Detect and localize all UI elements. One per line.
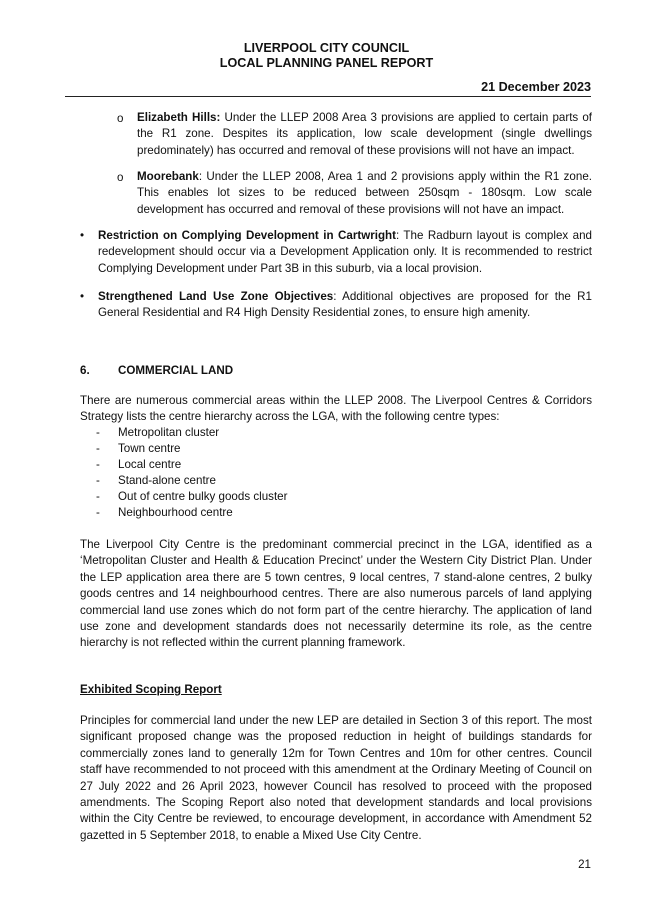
subheading-scoping-report: Exhibited Scoping Report (80, 683, 222, 696)
page-number: 21 (578, 858, 591, 871)
report-title: LOCAL PLANNING PANEL REPORT (219, 56, 434, 70)
list-item: - Out of centre bulky goods cluster (96, 490, 288, 503)
bullet-title: Restriction on Complying Development in Cartwright (98, 229, 396, 242)
report-council-name: LIVERPOOL CITY COUNCIL (243, 41, 410, 55)
bullet-title: Strengthened Land Use Zone Objectives (98, 290, 334, 303)
section-intro: There are numerous commercial areas within the LLEP 2008. The Liverpool Centres & Corridors Strategy lists the centre hierarchy across the LGA, with the following centre types: (80, 394, 592, 424)
list-item: - Metropolitan cluster (96, 426, 220, 439)
sub-bullet-title: Elizabeth Hills: (137, 111, 221, 124)
section-paragraph-centres: The Liverpool City Centre is the predominant commercial precinct in the LGA, identified as a ‘Metropolitan Cluster and Health & Education Precinct’ under the Western City District Plan. Under the LEP application area there are 5 town centres, 9 local centres, 7 stand-alone centres, 2 bulky goods centres and 14 neighbourhood centres. There are also numerous parcels of land applying commercial land use zones which do not form part of the centre hierarchy. The application of land use zone and development standards does not necessarily determine its role, as the centre hierarchy is not reflected within the current planning framework. (80, 538, 592, 650)
bullet-text: : Additional objectives are proposed for the R1 General Residential and R4 High Density Residential zones, to ensure high amenity. (98, 290, 592, 320)
bullet-marker: • (80, 229, 85, 242)
report-date: 21 December 2023 (481, 80, 591, 94)
list-item: - Neighbourhood centre (96, 506, 233, 519)
bullet-cartwright (98, 228, 592, 277)
sub-bullet-marker: o (117, 112, 124, 125)
sub-bullet-text: Under the LLEP 2008 Area 3 provisions are applied to certain parts of the R1 zone. Despites its application, low scale development (single dwellings predominately) has occurred and removal of these provisions will not have an impact. (137, 111, 592, 157)
list-item: - Town centre (96, 442, 181, 455)
list-item: - Stand-alone centre (96, 474, 216, 487)
bullet-marker: • (80, 290, 85, 303)
bullet-text: : The Radburn layout is complex and redevelopment should occur via a Development Application only. It is recommended to restrict Complying Development under Part 3B in this suburb, via a local provision. (98, 229, 592, 275)
sub-bullet-moorebank (137, 169, 592, 218)
section-title: COMMERCIAL LAND (118, 364, 234, 377)
list-item: - Local centre (96, 458, 182, 471)
sub-bullet-title: Moorebank (137, 170, 199, 183)
bullet-zone-objectives (98, 289, 592, 322)
sub-bullet-text: : Under the LLEP 2008, Area 1 and 2 provisions apply within the R1 zone. This enables lot sizes to be reduced between 250sqm - 180sqm. Low scale development has occurred and removal of these provisions will not have an impact. (137, 170, 592, 216)
sub-bullet-elizabeth-hills (137, 110, 592, 159)
sub-bullet-marker: o (117, 171, 124, 184)
scoping-paragraph: Principles for commercial land under the new LEP are detailed in Section 3 of this report. The most significant proposed change was the proposed reduction in height of buildings standards for commercially zones land to generally 12m for Town Centres and 10m for other centres. Council staff have recommended to not proceed with this amendment at the Ordinary Meeting of Council on 27 July 2022 and 26 April 2023, however Council has resolved to proceed with the proposed amendments. The Scoping Report also noted that development standards and local provisions within the City Centre be reviewed, to encourage development, in accordance with Amendment 52 gazetted in 5 September 2018, to enable a Mixed Use City Centre. (80, 714, 592, 842)
header-divider (65, 96, 591, 97)
section-number: 6. (80, 364, 90, 377)
